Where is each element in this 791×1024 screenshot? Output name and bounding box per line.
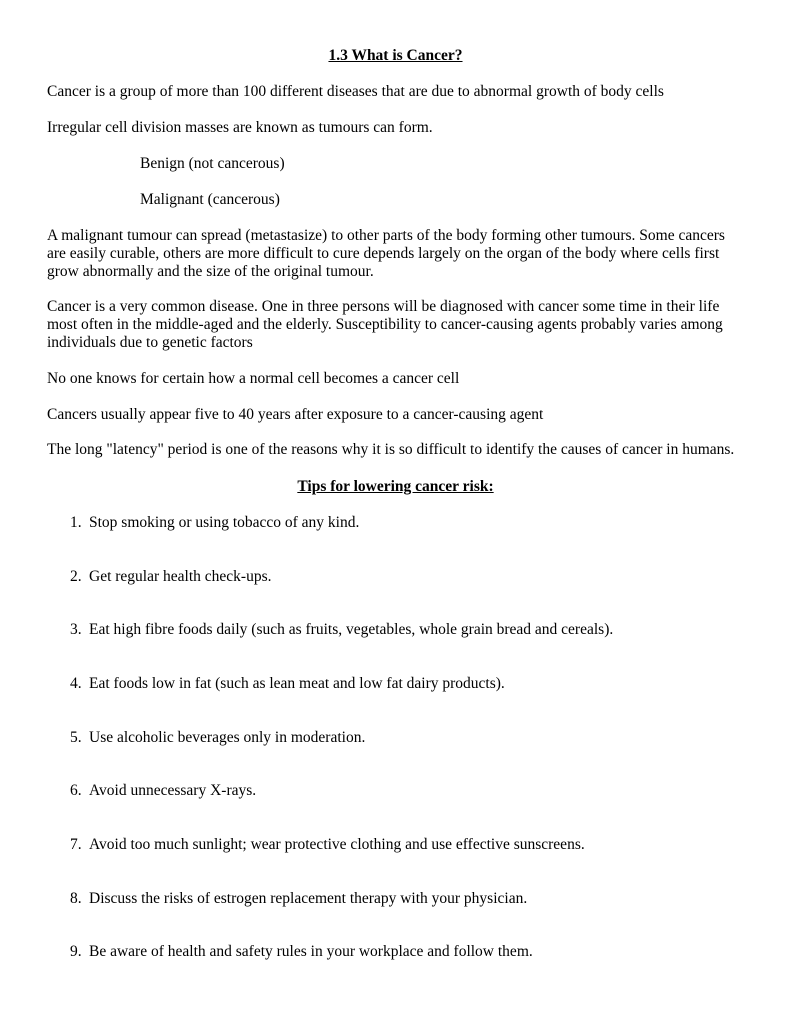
- latency-years-text: Cancers usually appear five to 40 years after exposure to a cancer-causing agent: [47, 406, 544, 423]
- list-item-text: Eat foods low in fat (such as lean meat and low fat dairy products).: [89, 675, 505, 692]
- list-number: 6.: [70, 782, 82, 799]
- list-item-text: Use alcoholic beverages only in moderation.: [89, 729, 366, 746]
- list-item-text: Avoid too much sunlight; wear protective clothing and use effective sunscreens.: [89, 836, 585, 853]
- list-item: [70, 568, 271, 586]
- list-number: 4.: [70, 675, 82, 692]
- list-item: [70, 836, 585, 854]
- list-item-text: Be aware of health and safety rules in your workplace and follow them.: [89, 943, 533, 960]
- list-number: 2.: [70, 568, 82, 585]
- common-disease-paragraph: Cancer is a very common disease. One in three persons will be diagnosed with cancer some time in their life most often in the middle-aged and the elderly. Susceptibility to cancer-causing agents probably varies among individuals due to genetic factors: [47, 298, 723, 351]
- tumour-type-malignant: Malignant (cancerous): [140, 191, 280, 208]
- list-item: [70, 675, 505, 693]
- list-number: 7.: [70, 836, 82, 853]
- tumours-text: Irregular cell division masses are known as tumours can form.: [47, 119, 433, 136]
- list-item: [70, 782, 256, 800]
- list-number: 9.: [70, 943, 82, 960]
- intro-text: Cancer is a group of more than 100 different diseases that are due to abnormal growth of body cells: [47, 83, 664, 100]
- malignant-paragraph: A malignant tumour can spread (metastasize) to other parts of the body forming other tumours. Some cancers are easily curable, others are more difficult to cure depends largely on the organ of the body where cells first grow abnormally and the size of the original tumour.: [47, 227, 725, 280]
- latency-period-text: The long "latency" period is one of the reasons why it is so difficult to identify the causes of cancer in humans.: [47, 441, 735, 458]
- list-item-text: Stop smoking or using tobacco of any kind.: [89, 514, 360, 531]
- list-item: [70, 943, 533, 961]
- list-item-text: Avoid unnecessary X-rays.: [89, 782, 257, 799]
- list-item: [70, 621, 613, 639]
- page-title: 1.3 What is Cancer?: [328, 47, 463, 64]
- normal-cell-text: No one knows for certain how a normal cell becomes a cancer cell: [47, 370, 460, 387]
- list-number: 1.: [70, 514, 82, 531]
- list-item: [70, 890, 527, 908]
- tumour-type-benign: Benign (not cancerous): [140, 155, 285, 172]
- list-item-text: Discuss the risks of estrogen replacement therapy with your physician.: [89, 890, 528, 907]
- list-number: 8.: [70, 890, 82, 907]
- list-item-text: Eat high fibre foods daily (such as fruits, vegetables, whole grain bread and cereals).: [89, 621, 614, 638]
- list-number: 5.: [70, 729, 82, 746]
- list-item: [70, 729, 365, 747]
- list-number: 3.: [70, 621, 82, 638]
- list-item: [70, 514, 359, 532]
- list-item-text: Get regular health check-ups.: [89, 568, 272, 585]
- tips-heading: Tips for lowering cancer risk:: [297, 478, 494, 495]
